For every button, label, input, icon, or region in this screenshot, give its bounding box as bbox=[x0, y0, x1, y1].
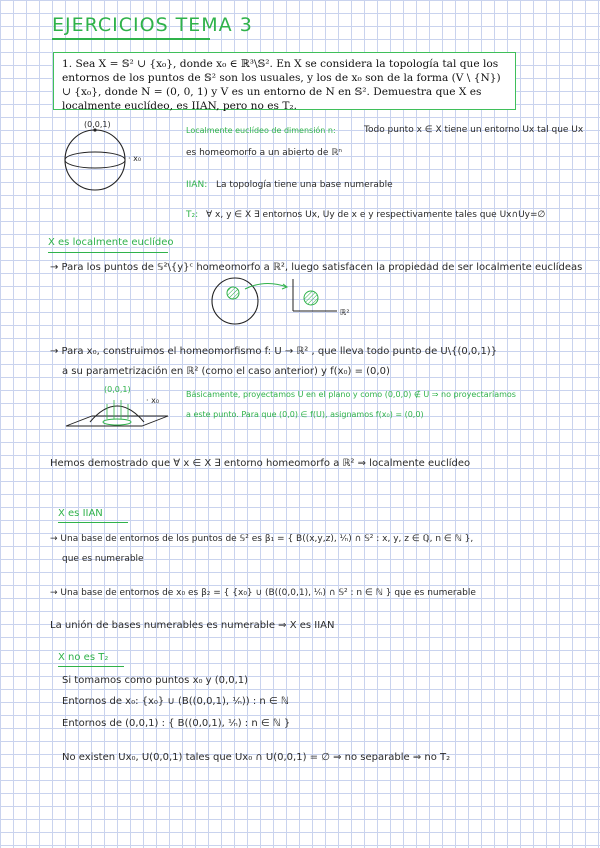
t2-line3: Entornos de (0,0,1) : { B((0,0,1), ⅟ₙ) : n ∈ ℕ } bbox=[62, 718, 291, 729]
r2-axis-label: ℝ² bbox=[340, 308, 350, 317]
north-pole-label: (0,0,1) bbox=[84, 120, 111, 129]
def-loc-euclid-label: Localmente euclídeo de dimensión n: bbox=[186, 126, 336, 135]
def-loc-euclid-text2: es homeomorfo a un abierto de ℝⁿ bbox=[186, 148, 342, 158]
def-t2-label: T₂: bbox=[186, 210, 199, 220]
dome-x0-label: · x₀ bbox=[146, 396, 160, 405]
title-underline bbox=[52, 38, 210, 40]
t2-line1: Si tomamos como puntos x₀ y (0,0,1) bbox=[62, 675, 249, 686]
problem-box: 1. Sea X = 𝕊² ∪ {x₀}, donde x₀ ∈ ℝ³\𝕊². En X se considera la topología tal que los entornos de los puntos de 𝕊² son los usuales, y los de x₀ son de la forma (V \ {N}) ∪ {x₀}, donde N = (0, 0, 1) y V es un entorno de N en 𝕊². Demuestra que X es localmente euclídeo, es IIAN, pero no es T₂. bbox=[53, 52, 516, 110]
page-title: EJERCICIOS TEMA 3 bbox=[52, 14, 253, 36]
iian-line4: La unión de bases numerables es numerable ⇒ X es IIAN bbox=[50, 620, 335, 631]
loc-euclid-conclusion: Hemos demostrado que ∀ x ∈ X ∃ entorno homeomorfo a ℝ² ⇒ localmente euclídeo bbox=[50, 458, 471, 469]
loc-euclid-note1: Básicamente, proyectamos U en el plano y como (0,0,0) ∉ U ⇒ no proyectaríamos bbox=[186, 390, 516, 399]
loc-euclid-line2: → Para x₀, construimos el homeomorfismo f: U → ℝ² , que lleva todo punto de U\{(0,0,1)} bbox=[50, 346, 498, 357]
t2-line2: Entornos de x₀: {x₀} ∪ (B((0,0,1), ⅟ₙ)) : n ∈ ℕ bbox=[62, 696, 289, 707]
section-iian-heading: X es IIAN bbox=[58, 508, 103, 519]
def-t2-text: ∀ x, y ∈ X ∃ entornos Ux, Uy de x e y respectivamente tales que Ux∩Uy=∅ bbox=[206, 210, 546, 220]
section-iian-underline bbox=[58, 522, 128, 523]
loc-euclid-line3: a su parametrización en ℝ² (como el caso anterior) y f(x₀) = (0,0) bbox=[62, 366, 390, 377]
iian-line3: → Una base de entornos de x₀ es β₂ = { {x₀} ∪ (B((0,0,1), ⅟ₙ) ∩ 𝕊² : n ∈ ℕ } que es numerable bbox=[50, 588, 476, 598]
def-iian-text: La topología tiene una base numerable bbox=[216, 180, 393, 190]
iian-line1: → Una base de entornos de los puntos de 𝕊² es β₁ = { B((x,y,z), ⅟ₙ) ∩ 𝕊² : x, y, z ∈ ℚ, n ∈ ℕ }, bbox=[50, 534, 474, 544]
iian-line2: que es numerable bbox=[62, 554, 144, 564]
homeomorphism-diagram bbox=[205, 275, 355, 337]
dome-north-label: (0,0,1) bbox=[104, 385, 131, 394]
sphere-diagram bbox=[60, 125, 130, 195]
x0-point-label: · x₀ bbox=[128, 154, 142, 163]
loc-euclid-line1: → Para los puntos de 𝕊²\{y}ᶜ homeomorfo a ℝ², luego satisfacen la propiedad de ser localmente euclídeas bbox=[50, 262, 583, 273]
section-loc-euclid-heading: X es localmente euclídeo bbox=[48, 237, 174, 248]
section-loc-euclid-underline bbox=[48, 252, 168, 253]
section-t2-underline bbox=[58, 666, 124, 667]
loc-euclid-note2: a este punto. Para que (0,0) ∈ f(U), asignamos f(x₀) = (0,0) bbox=[186, 410, 424, 419]
def-loc-euclid-text1: Todo punto x ∈ X tiene un entorno Ux tal que Ux bbox=[364, 125, 584, 135]
section-t2-heading: X no es T₂ bbox=[58, 652, 109, 663]
t2-line4: No existen Ux₀, U(0,0,1) tales que Ux₀ ∩ U(0,0,1) = ∅ ⇒ no separable ⇒ no T₂ bbox=[62, 752, 451, 763]
def-iian-label: IIAN: bbox=[186, 180, 208, 190]
